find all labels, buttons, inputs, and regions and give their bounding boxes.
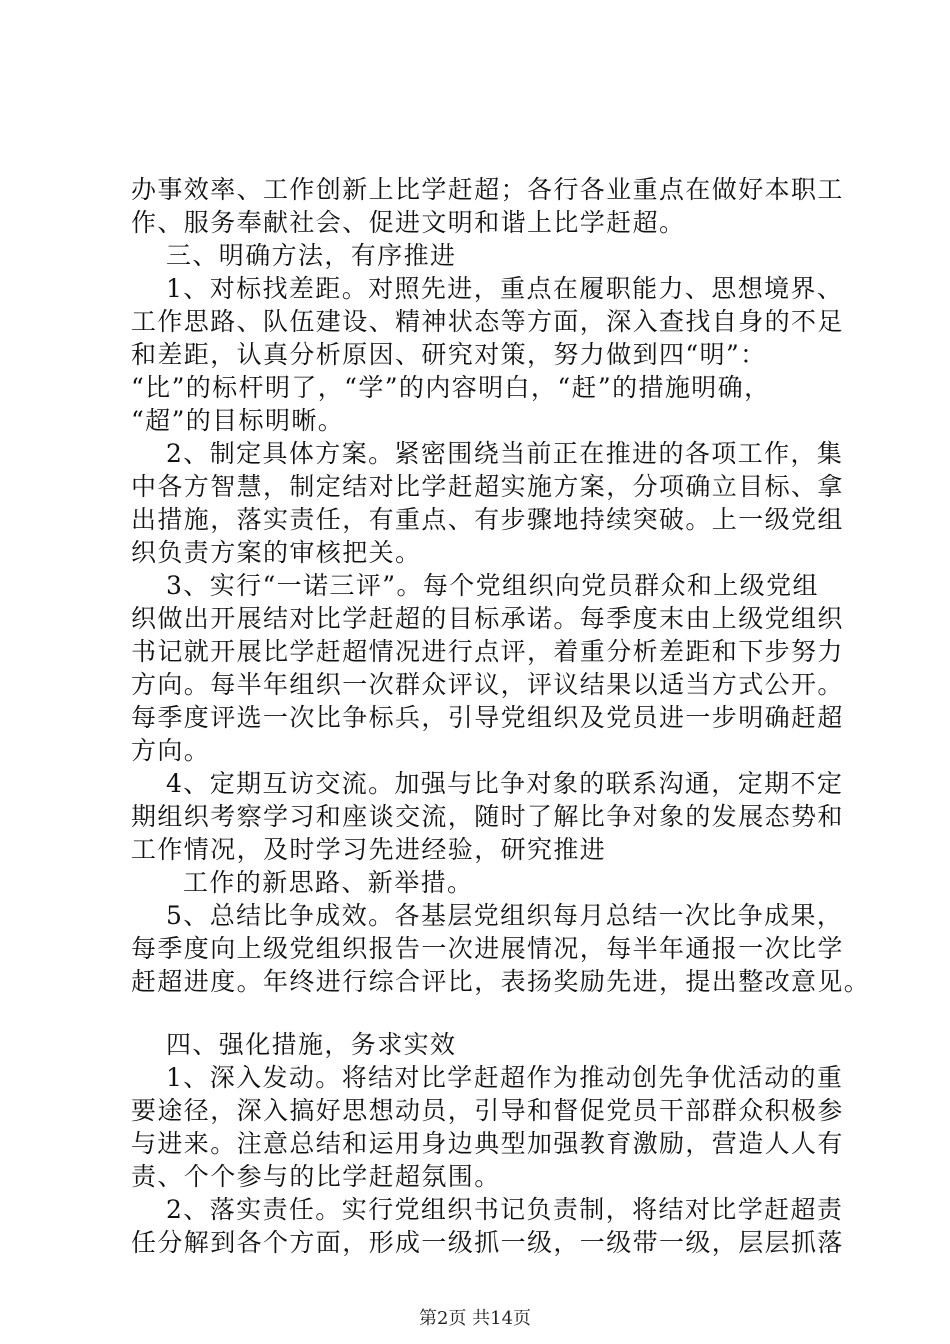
text-line: 1、深入发动。将结对比学赶超作为推动创先争优活动的重 xyxy=(166,1063,844,1092)
text-line: 1、对标找差距。对照先进，重点在履职能力、思想境界、 xyxy=(166,274,844,303)
text-line: 赶超进度。年终进行综合评比，表扬奖励先进，提出整改意见。 xyxy=(131,967,871,996)
text-line: 方向。每半年组织一次群众评议，评议结果以适当方式公开。 xyxy=(131,670,844,699)
text-line: 织负责方案的审核把关。 xyxy=(131,538,422,567)
text-line: “比”的标杆明了，“学”的内容明白，“赶”的措施明确， xyxy=(131,373,771,402)
text-line: 织做出开展结对比学赶超的目标承诺。每季度末由上级党组织 xyxy=(131,604,844,633)
text-line: 作、服务奉献社会、促进文明和谐上比学赶超。 xyxy=(131,208,686,237)
text-line: 2、制定具体方案。紧密围绕当前正在推进的各项工作，集 xyxy=(166,439,844,468)
section-heading: 三、明确方法，有序推进 xyxy=(166,241,457,270)
section-heading: 四、强化措施，务求实效 xyxy=(166,1030,457,1059)
text-line: 和差距，认真分析原因、研究对策，努力做到四“明”： xyxy=(131,340,767,369)
text-line: 要途径，深入搞好思想动员，引导和督促党员干部群众积极参 xyxy=(131,1096,844,1125)
text-line: 责、个个参与的比学赶超氛围。 xyxy=(131,1162,501,1191)
text-line: 出措施，落实责任，有重点、有步骤地持续突破。上一级党组 xyxy=(131,505,844,534)
text-line: 中各方智慧，制定结对比学赶超实施方案，分项确立目标、拿 xyxy=(131,472,844,501)
text-line: 2、落实责任。实行党组织书记负责制，将结对比学赶超责 xyxy=(166,1195,844,1224)
text-line: 4、定期互访交流。加强与比争对象的联系沟通，定期不定 xyxy=(166,769,844,798)
text-line: 办事效率、工作创新上比学赶超；各行各业重点在做好本职工 xyxy=(131,175,844,204)
text-line: 工作的新思路、新举措。 xyxy=(183,868,474,897)
text-line: 每季度向上级党组织报告一次进展情况，每半年通报一次比学 xyxy=(131,934,844,963)
page-footer: 第2页 共14页 xyxy=(418,1308,532,1329)
text-line: “超”的目标明晰。 xyxy=(131,406,345,435)
text-line: 书记就开展比学赶超情况进行点评，着重分析差距和下步努力 xyxy=(131,637,844,666)
text-line: 期组织考察学习和座谈交流，随时了解比争对象的发展态势和 xyxy=(131,802,844,831)
text-line: 工作情况，及时学习先进经验，研究推进 xyxy=(131,835,607,864)
text-line: 工作思路、队伍建设、精神状态等方面，深入查找自身的不足 xyxy=(131,307,844,336)
text-line: 方向。 xyxy=(131,736,211,765)
text-line: 3、实行“一诺三评”。每个党组织向党员群众和上级党组 xyxy=(166,571,819,600)
text-line: 任分解到各个方面，形成一级抓一级，一级带一级，层层抓落 xyxy=(131,1228,844,1257)
text-line: 与进来。注意总结和运用身边典型加强教育激励，营造人人有 xyxy=(131,1129,844,1158)
text-line: 5、总结比争成效。各基层党组织每月总结一次比争成果， xyxy=(166,901,844,930)
text-line: 每季度评选一次比争标兵，引导党组织及党员进一步明确赶超 xyxy=(131,703,844,732)
